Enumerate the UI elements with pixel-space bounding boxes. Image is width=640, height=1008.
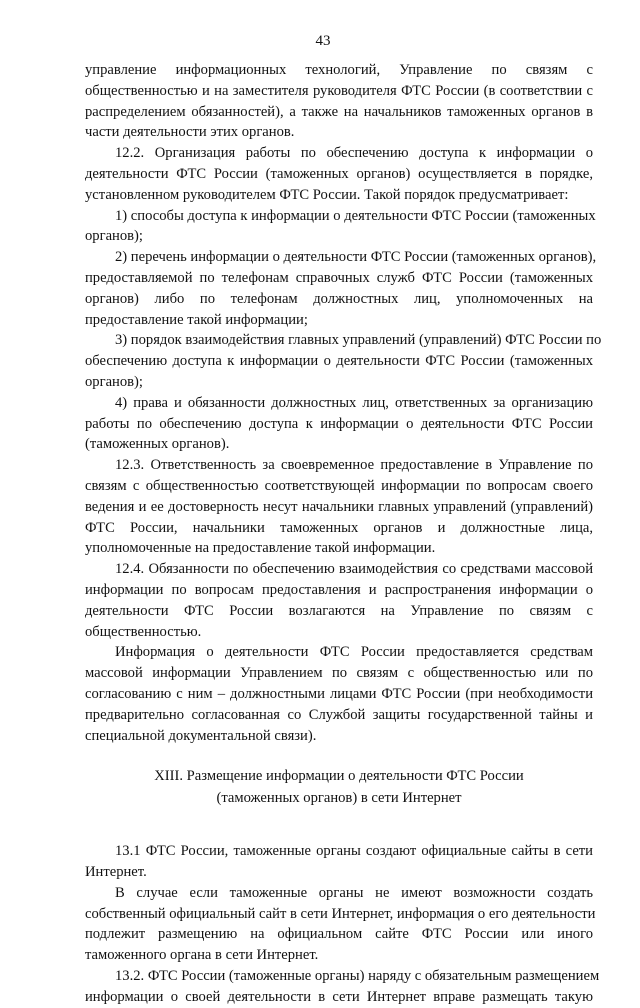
paragraph [85,247,597,330]
text-line: специальной документальной связи). [85,727,317,744]
paragraph [85,330,602,392]
text-line: В случае если таможенные органы не имеют возможности создать [115,884,593,901]
text-line: 12.2. Организация работы по обеспечению доступа к информации о [115,145,593,162]
paragraph [85,966,600,1008]
text-line: органов) либо по телефонам должностных лиц, уполномоченных на [85,290,593,307]
text-line: информации о своей деятельности в сети Интернет вправе размещать такую [85,988,593,1005]
text-line: Интернет. [85,864,147,881]
paragraph [85,393,593,455]
text-line: 1) способы доступа к информации о деятельности ФТС России (таможенных [115,207,596,224]
paragraph [85,143,593,205]
section-heading [85,766,593,810]
paragraphs-before-heading [85,60,602,746]
paragraphs-after-heading [85,841,600,1007]
text-line: таможенного органа в сети Интернет. [85,947,319,964]
paragraph [85,206,596,248]
page-number: 43 [315,33,331,49]
text-line: 12.4. Обязанности по обеспечению взаимодействия со средствами массовой [115,561,593,578]
text-line: общественностью. [85,623,202,640]
paragraph [85,642,593,746]
text-line: 3) порядок взаимодействия главных управлений (управлений) ФТС России по [115,332,602,349]
text-line: деятельности ФТС России (таможенных органов) осуществляется в порядке, [85,165,593,182]
text-line: органов); [85,228,143,245]
text-line: ФТС России, начальники таможенных органов и должностные лица, [85,519,593,536]
paragraph [85,559,593,642]
text-line: 4) права и обязанности должностных лиц, ответственных за организацию [115,394,593,411]
text-line: подлежит размещению на официальном сайте ФТС России или иного [85,926,593,943]
paragraph [85,883,596,966]
text-line: (таможенных органов). [85,436,230,453]
text-line: общественностью и на заместителя руководителя ФТС России (в соответствии с [85,82,593,99]
text-line: связям с общественностью соответствующей информации по вопросам своего [85,477,593,494]
paragraph [85,841,593,883]
paragraph [85,455,593,559]
text-line: массовой информации Управлением по связям с общественностью или по [85,665,593,682]
document-body [85,60,602,1008]
text-line: собственный официальный сайт в сети Интернет, информация о его деятельности [85,905,596,922]
text-line: ведения и ее достоверность несут начальники главных управлений (управлений) [85,498,593,515]
text-line: предварительно согласованная со Службой защиты государственной тайны и [85,706,593,723]
text-line: предоставление такой информации; [85,311,308,328]
section-heading-line: XIII. Размещение информации о деятельности ФТС России [154,768,524,785]
text-line: установленном руководителем ФТС России. Такой порядок предусматривает: [85,186,569,203]
text-line: предоставляемой по телефонам справочных служб ФТС России (таможенных [85,269,593,286]
text-line: управление информационных технологий, Управление по связям с [85,62,593,78]
text-line: 12.3. Ответственность за своевременное предоставление в Управление по [115,457,593,474]
text-line: распределением обязанностей), а также на начальников таможенных органов в [85,103,593,120]
text-line: органов); [85,373,143,390]
text-line: деятельности ФТС России возлагаются на Управление по связям с [85,602,593,619]
text-line: информации по вопросам предоставления и распространения информации о [85,581,593,598]
text-line: обеспечению доступа к информации о деятельности ФТС России (таможенных [85,353,593,370]
text-line: уполномоченные на предоставление такой информации. [85,540,436,557]
text-line: согласованию с ним – должностными лицами ФТС России (при необходимости [85,685,593,702]
section-heading-line: (таможенных органов) в сети Интернет [216,790,462,807]
text-line: 13.2. ФТС России (таможенные органы) наряду с обязательным размещением [115,968,600,985]
text-line: работы по обеспечению доступа к информации о деятельности ФТС России [85,415,593,432]
text-line: Информация о деятельности ФТС России предоставляется средствам [115,644,593,661]
text-line: 13.1 ФТС России, таможенные органы создают официальные сайты в сети [115,843,593,860]
text-line: части деятельности этих органов. [85,124,295,141]
text-line: 2) перечень информации о деятельности ФТС России (таможенных органов), [115,249,597,266]
paragraph [85,60,593,143]
